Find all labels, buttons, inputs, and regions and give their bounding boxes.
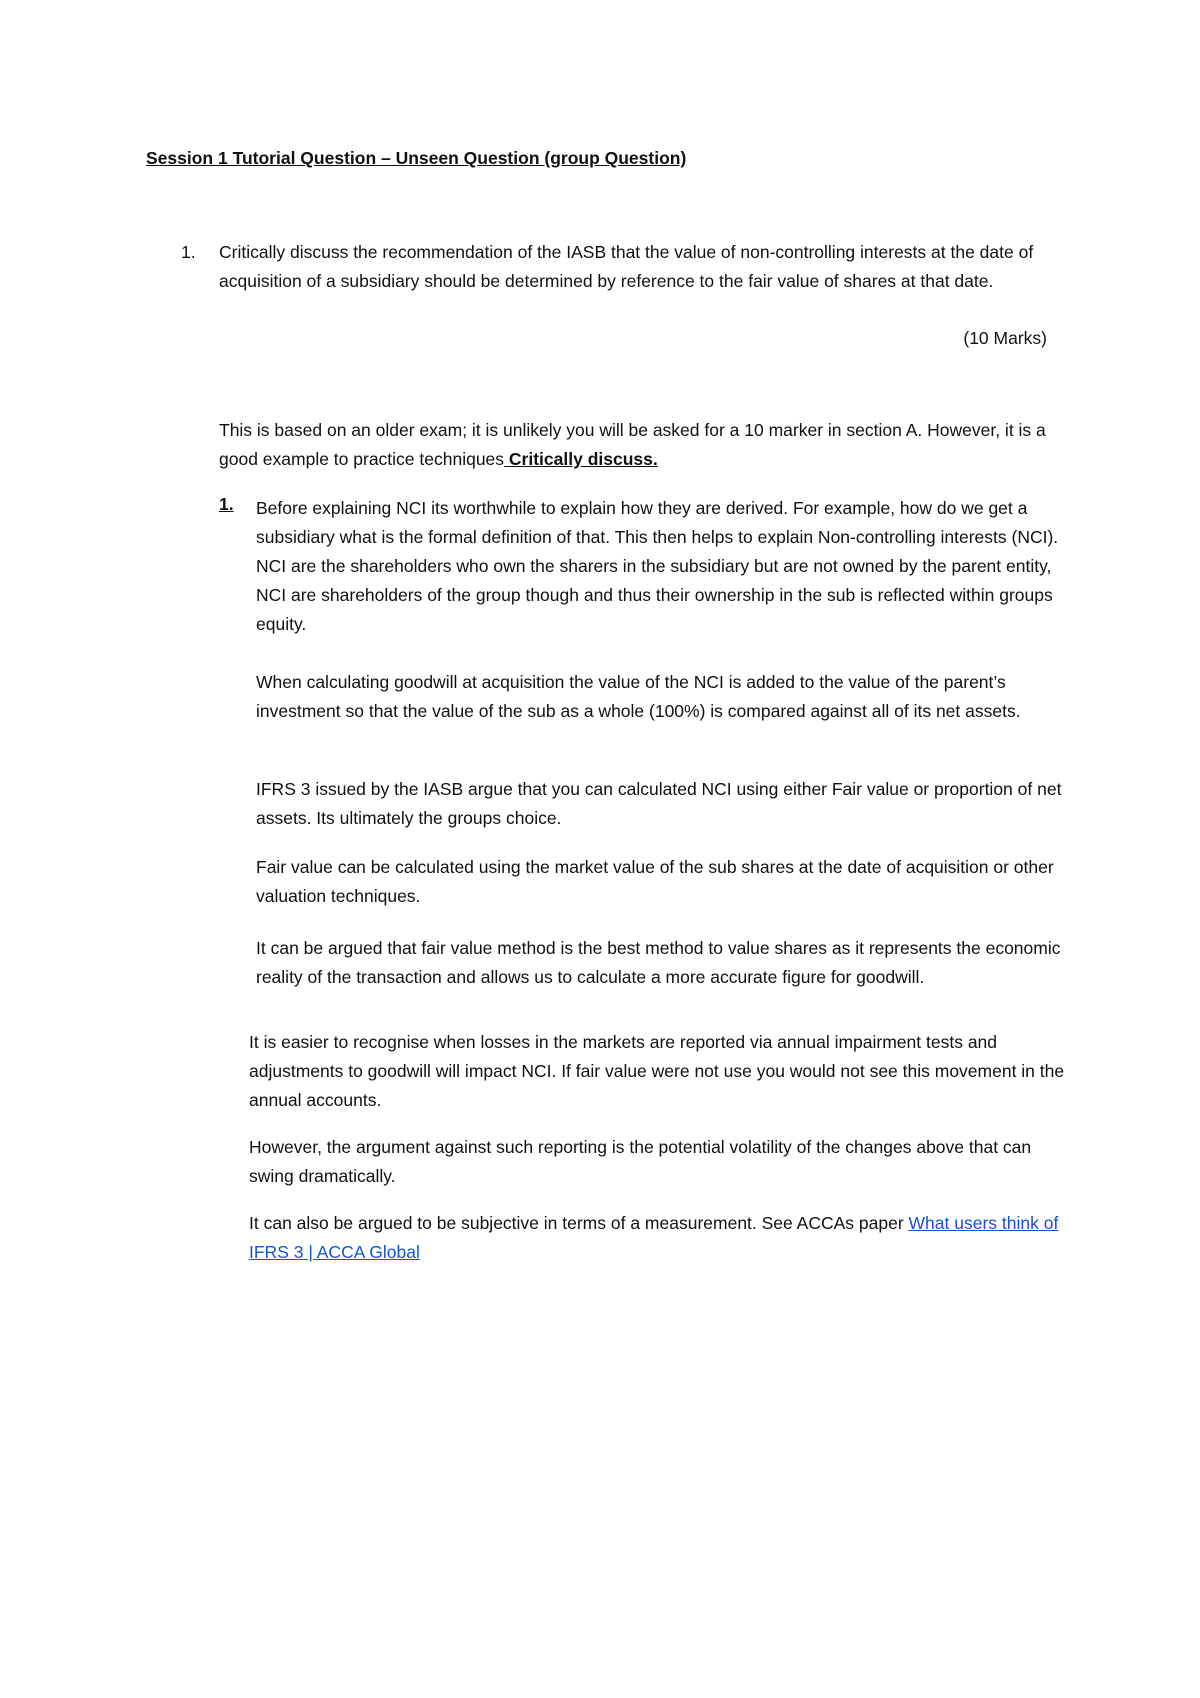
acca-link[interactable]: What users think of IFRS 3 | ACCA Global: [249, 1213, 1059, 1262]
answer-p8-text: It can also be argued to be subjective in terms of a measurement. See ACCAs paper: [249, 1213, 909, 1233]
intro-paragraph: [219, 416, 1059, 474]
intro-text: This is based on an older exam; it is unlikely you will be asked for a 10 marker in section A. However, it is a good example to practice techniques: [219, 420, 1046, 469]
answer-p1-line1: Before explaining NCI its worthwhile to explain how they are derived. For example, how do we get a subsidiary what is the formal definition of that. This then helps to explain Non-controlling interests (NCI). NCI are the shareholders who own the sharers in the subsidiary but are not owned by the parent entity,: [256, 498, 1059, 576]
answer-paragraph-3: IFRS 3 issued by the IASB argue that you can calculated NCI using either Fair value or proportion of net assets. Its ultimately the groups choice.: [256, 779, 1062, 828]
answer-p1-line2: NCI are shareholders of the group though and thus their ownership in the sub is reflected within groups equity.: [256, 585, 1053, 634]
answer-paragraph-6: It is easier to recognise when losses in the markets are reported via annual impairment tests and adjustments to goodwill will impact NCI. If fair value were not use you would not see this movement in the annual accounts.: [249, 1032, 1065, 1110]
answer-paragraph-4: Fair value can be calculated using the market value of the sub shares at the date of acquisition or other valuation techniques.: [256, 857, 1054, 906]
answer-paragraph-2: When calculating goodwill at acquisition the value of the NCI is added to the value of the parent’s investment so that the value of the sub as a whole (100%) is compared against all of its net assets.: [256, 672, 1021, 721]
intro-emphasis: Critically discuss.: [504, 449, 658, 469]
answer-paragraph-5: It can be argued that fair value method is the best method to value shares as it represents the economic reality of the transaction and allows us to calculate a more accurate figure for goodwill.: [256, 938, 1061, 987]
answer-paragraph-7: However, the argument against such reporting is the potential volatility of the changes above that can swing dramatically.: [249, 1137, 1032, 1186]
document-title: Session 1 Tutorial Question – Unseen Question (group Question): [146, 148, 687, 168]
question-number: 1.: [181, 242, 196, 262]
question-marks: (10 Marks): [963, 328, 1047, 348]
answer-paragraph-1: [256, 494, 1076, 639]
answer-paragraph-8: [249, 1209, 1079, 1267]
answer-number: 1.: [219, 494, 234, 514]
question-text: Critically discuss the recommendation of the IASB that the value of non-controlling interests at the date of acquisition of a subsidiary should be determined by reference to the fair value of shares at that date.: [219, 242, 1034, 291]
